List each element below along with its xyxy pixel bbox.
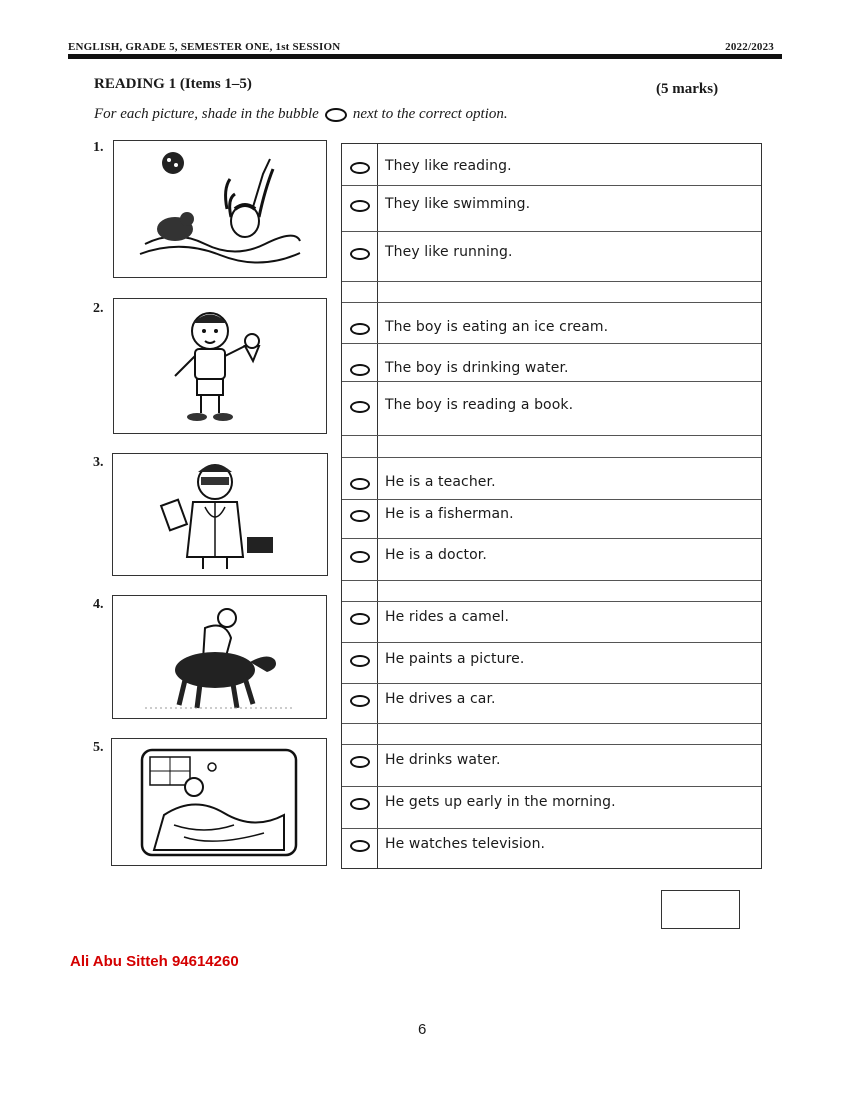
option-2c[interactable] bbox=[341, 391, 762, 421]
option-5b[interactable] bbox=[341, 788, 762, 818]
option-1c[interactable] bbox=[341, 238, 762, 268]
item-number-4: 4. bbox=[93, 597, 104, 612]
answer-bubble[interactable] bbox=[350, 364, 370, 376]
page-number: 6 bbox=[418, 1021, 427, 1038]
answer-bubble[interactable] bbox=[350, 840, 370, 852]
item-number-1: 1. bbox=[93, 140, 104, 155]
boy-ice-cream-illustration bbox=[135, 301, 305, 431]
option-text: The boy is eating an ice cream. bbox=[385, 319, 609, 335]
item-number-2: 2. bbox=[93, 301, 104, 316]
answer-bubble[interactable] bbox=[350, 551, 370, 563]
option-3b[interactable] bbox=[341, 500, 762, 530]
picture-boy-ice-cream bbox=[113, 298, 327, 434]
option-text: He is a fisherman. bbox=[385, 506, 514, 522]
picture-waking-up bbox=[111, 738, 327, 866]
option-text: He gets up early in the morning. bbox=[385, 794, 616, 810]
doctor-illustration bbox=[135, 457, 305, 572]
answer-bubble[interactable] bbox=[350, 756, 370, 768]
picture-camel bbox=[112, 595, 327, 719]
option-text: He drinks water. bbox=[385, 752, 501, 768]
option-text: They like running. bbox=[385, 244, 513, 260]
answer-bubble[interactable] bbox=[350, 200, 370, 212]
score-box[interactable] bbox=[661, 890, 740, 929]
option-text: He watches television. bbox=[385, 836, 546, 852]
answer-bubble[interactable] bbox=[350, 655, 370, 667]
option-5a[interactable] bbox=[341, 746, 762, 776]
option-2a[interactable] bbox=[341, 313, 762, 343]
option-text: The boy is reading a book. bbox=[385, 397, 574, 413]
option-text: He rides a camel. bbox=[385, 609, 510, 625]
bed-illustration bbox=[134, 745, 304, 860]
author-credit: Ali Abu Sitteh 94614260 bbox=[70, 953, 239, 970]
answer-bubble[interactable] bbox=[350, 323, 370, 335]
option-text: He drives a car. bbox=[385, 691, 496, 707]
option-text: He paints a picture. bbox=[385, 651, 525, 667]
answer-bubble[interactable] bbox=[350, 798, 370, 810]
swimming-illustration bbox=[135, 149, 305, 269]
answer-bubble[interactable] bbox=[350, 510, 370, 522]
instructions bbox=[94, 106, 508, 123]
instruction-text-after: next to the correct option. bbox=[352, 106, 508, 122]
option-5c[interactable] bbox=[341, 830, 762, 860]
option-text: They like swimming. bbox=[385, 196, 531, 212]
section-title: READING 1 (Items 1–5) bbox=[94, 76, 252, 92]
header-rule bbox=[68, 54, 782, 59]
answer-bubble[interactable] bbox=[350, 613, 370, 625]
item-number-3: 3. bbox=[93, 455, 104, 470]
answer-bubble[interactable] bbox=[350, 248, 370, 260]
option-2b[interactable] bbox=[341, 354, 762, 384]
option-text: He is a teacher. bbox=[385, 474, 496, 490]
item-number-5: 5. bbox=[93, 740, 104, 755]
option-4a[interactable] bbox=[341, 603, 762, 633]
answer-bubble[interactable] bbox=[350, 162, 370, 174]
option-1a[interactable] bbox=[341, 152, 762, 182]
bubble-icon bbox=[325, 108, 347, 122]
picture-swimming bbox=[113, 140, 327, 278]
answer-bubble[interactable] bbox=[350, 401, 370, 413]
option-text: The boy is drinking water. bbox=[385, 360, 569, 376]
answer-bubble[interactable] bbox=[350, 695, 370, 707]
option-text: He is a doctor. bbox=[385, 547, 487, 563]
section-marks: (5 marks) bbox=[656, 81, 719, 97]
instruction-text-before: For each picture, shade in the bubble bbox=[94, 106, 319, 122]
option-3a[interactable] bbox=[341, 468, 762, 498]
option-text: They like reading. bbox=[385, 158, 512, 174]
header-year: 2022/2023 bbox=[725, 41, 774, 53]
option-4b[interactable] bbox=[341, 645, 762, 675]
camel-illustration bbox=[135, 600, 305, 715]
option-3c[interactable] bbox=[341, 541, 762, 571]
option-1b[interactable] bbox=[341, 190, 762, 220]
answer-bubble[interactable] bbox=[350, 478, 370, 490]
option-4c[interactable] bbox=[341, 685, 762, 715]
picture-doctor bbox=[112, 453, 328, 576]
header-course: ENGLISH, GRADE 5, SEMESTER ONE, 1st SESSION bbox=[68, 41, 341, 53]
